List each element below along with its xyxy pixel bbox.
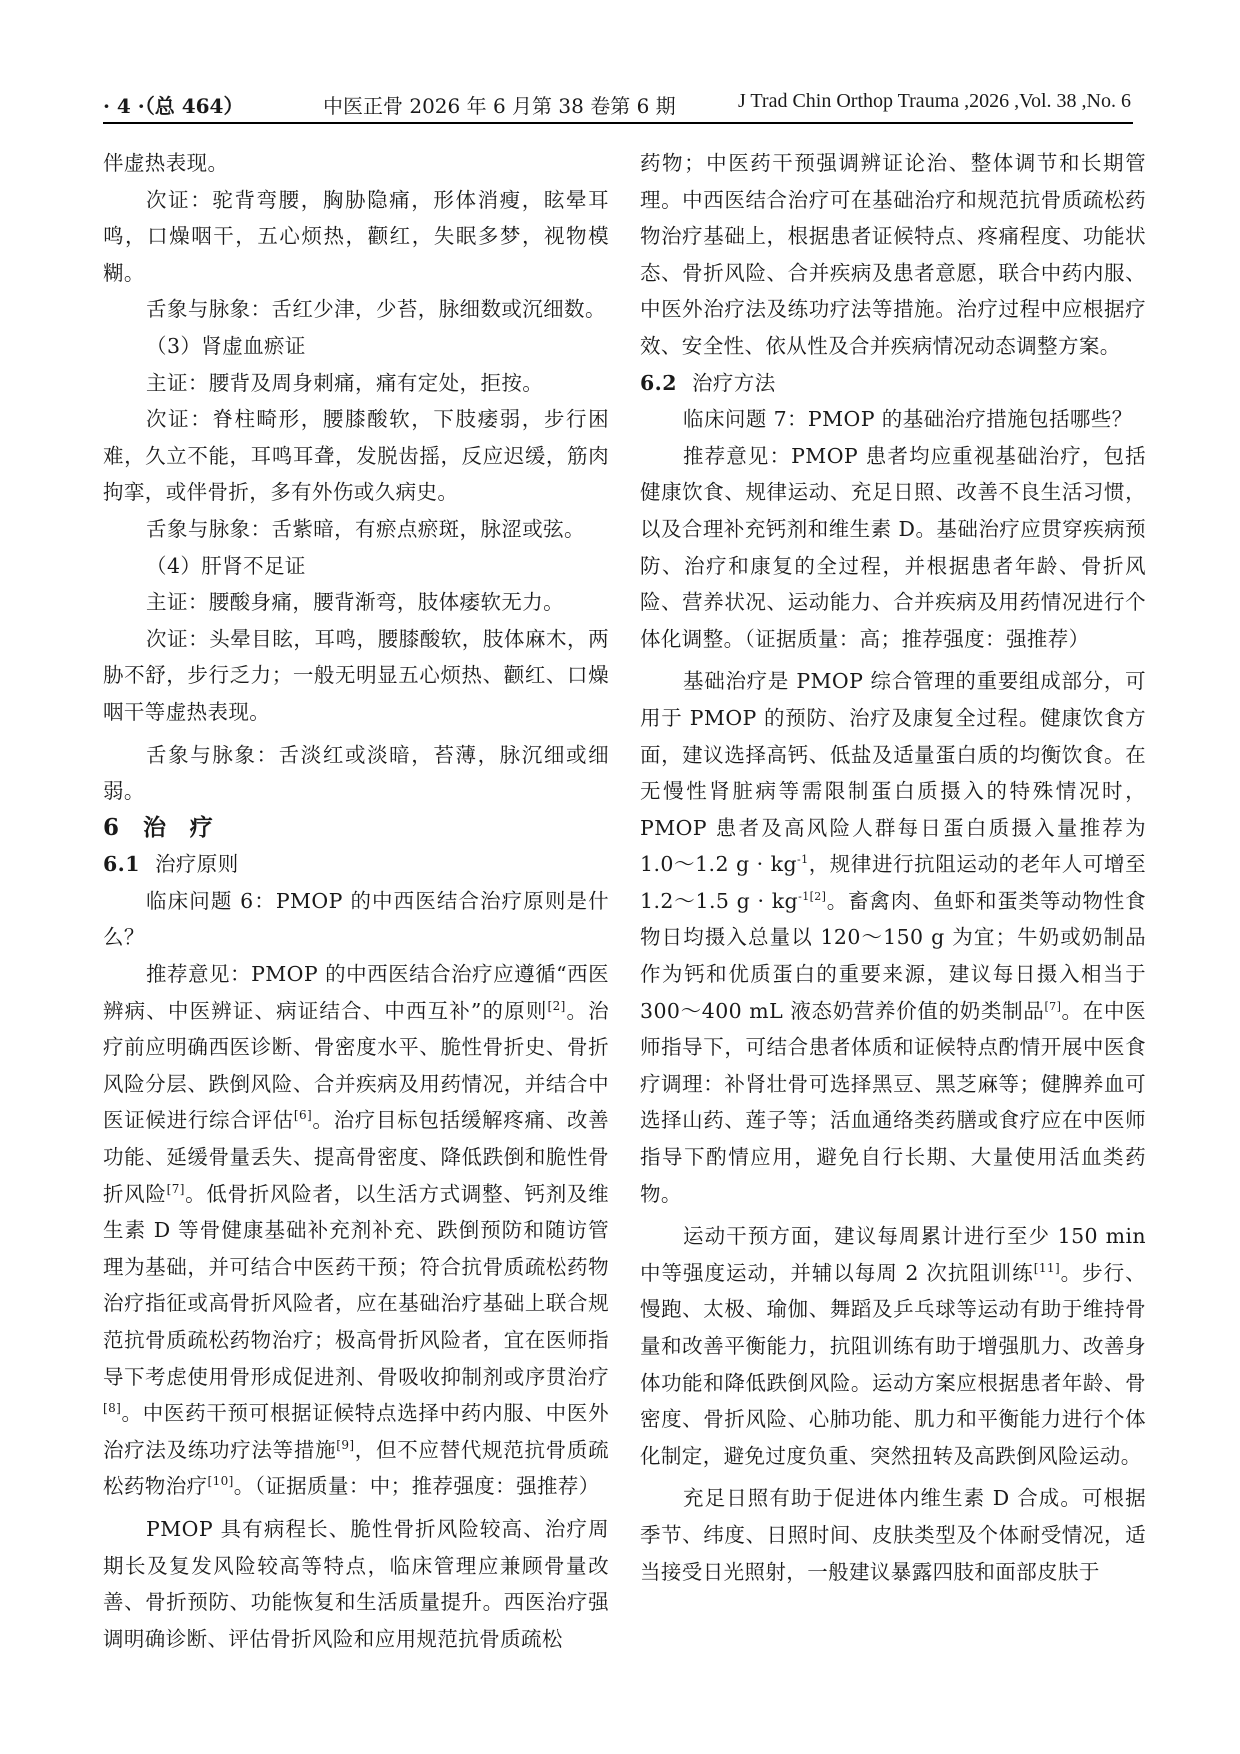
text-run: 基础治疗是 PMOP 综合管理的重要组成部分，可用于 PMOP 的预防、治疗及康复全过程。健康饮食方面，建议选择高钙、低盐及适量蛋白质的均衡饮食。在无慢性肾脏病等需限制蛋白质摄入的特殊情况时，PMOP 患者及高风险人群每日蛋白质摄入量推荐为 1.0～1.2 g · kg <box>640 669 1146 877</box>
citation: [6] <box>293 1108 313 1123</box>
paragraph: 主证：腰背及周身刺痛，痛有定处，拒按。 <box>146 370 544 395</box>
paragraph: 伴虚热表现。 <box>103 151 229 175</box>
text-run: 。治疗前应明确西医诊断、骨密度水平、脆性骨折史、骨折风险分层、跌倒风险、合并疾病及用药情况，并结合中医证候进行综合评估 <box>103 998 609 1133</box>
recommendation: 推荐意见：PMOP 患者均应重视基础治疗，包括健康饮食、规律运动、充足日照、改善不良生活习惯，以及合理补充钙剂和维生素 D。基础治疗应贯穿疾病预防、治疗和康复的全过程，并根据患者年龄、骨折风险、营养状况、运动能力、合并疾病及用药情况进行个体化调整。（证据质量：高；推荐强度：强推荐） <box>640 443 1146 651</box>
text-run: 。中医药干预可根据证候特点选择中药内服、中医外治疗法及练功疗法等措施 <box>103 1401 609 1462</box>
text-run: 。步行、慢跑、太极、瑜伽、舞蹈及乒乓球等运动有助于维持骨量和改善平衡能力，抗阻训练有助于增强肌力、改善身体功能和降低跌倒风险。运动方案应根据患者年龄、骨密度、骨折风险、心肺功能、肌力和平衡能力进行个体化制定，避免过度负重、突然扭转及高跌倒风险运动。 <box>640 1260 1146 1468</box>
paragraph: 主证：腰酸身痛，腰背渐弯，肢体痿软无力。 <box>146 590 565 615</box>
text-run: 。畜禽肉、鱼虾和蛋类等动物性食物日均摄入总量以 120～150 g 为宜；牛奶或奶制品作为钙和优质蛋白的重要来源，建议每日摄入相当于 300～400 mL 液态奶营养价值的奶类制品 <box>640 888 1146 1023</box>
text-run: 。治疗目标包括缓解疼痛、改善功能、延缓骨量丢失、提高骨密度、降低跌倒和脆性骨折风险 <box>103 1108 609 1206</box>
citation: [7] <box>166 1181 185 1196</box>
left-column <box>103 145 609 1657</box>
text-run: 。（证据质量：中；推荐强度：强推荐） <box>233 1474 600 1499</box>
unit-exponent: -1 <box>797 853 809 867</box>
paragraph <box>640 663 1146 1212</box>
unit-exponent: -1 <box>798 889 810 903</box>
citation: [8] <box>103 1401 122 1416</box>
paragraph: 次证：驼背弯腰，胸胁隐痛，形体消瘦，眩晕耳鸣，口燥咽干，五心烦热，颧红，失眠多梦，视物模糊。 <box>103 187 609 285</box>
text-run: ，但不应替代规范抗骨质疏松药物治疗 <box>103 1437 609 1499</box>
clinical-question: 临床问题 7：PMOP 的基础治疗措施包括哪些？ <box>683 407 1133 432</box>
paragraph: 次证：脊柱畸形，腰膝酸软，下肢痿弱，步行困难，久立不能，耳鸣耳聋，发脱齿摇，反应迟缓，筋肉拘挛，或伴骨折，多有外伤或久病史。 <box>103 407 609 505</box>
running-header <box>103 86 1133 124</box>
section-number: 6 <box>103 813 120 841</box>
paragraph: 舌象与脉象：舌淡红或淡暗，苔薄，脉沉细或细弱。 <box>103 742 609 804</box>
citation: [2] <box>809 889 827 903</box>
paragraph: 充足日照有助于促进体内维生素 D 合成。可根据季节、纬度、日照时间、皮肤类型及个体耐受情况，适当接受日光照射，一般建议暴露四肢和面部皮肤于 <box>640 1486 1146 1584</box>
subsection-number: 6.1 <box>103 852 140 877</box>
paragraph: 舌象与脉象：舌红少津，少苔，脉细数或沉细数。 <box>146 297 606 322</box>
paragraph: 次证：头晕目眩，耳鸣，腰膝酸软，肢体麻木，两胁不舒，步行乏力；一般无明显五心烦热、颧红、口燥咽干等虚热表现。 <box>103 626 609 724</box>
right-column <box>640 145 1146 1590</box>
subsection-title: 治疗方法 <box>692 370 776 395</box>
syndrome-heading: （4）肝肾不足证 <box>146 553 306 578</box>
subsection-heading <box>640 365 1146 402</box>
recommendation <box>103 956 609 1505</box>
syndrome-heading: （3）肾虚血瘀证 <box>146 333 306 358</box>
citation: [2] <box>547 998 566 1013</box>
page-number: · 4 ·（总 464） <box>103 94 244 118</box>
citation: [7] <box>1044 999 1062 1013</box>
text-run: ，规律进行抗阻运动的老年人可增至 1.2～1.5 g · kg <box>640 852 1146 913</box>
citation: [9] <box>336 1437 355 1452</box>
subsection-title: 治疗原则 <box>155 852 239 877</box>
subsection-number: 6.2 <box>640 370 677 395</box>
text-run: 运动干预方面，建议每周累计进行至少 150 min 中等强度运动，并辅以每周 2 次抗阻训练 <box>640 1224 1146 1285</box>
paragraph: 舌象与脉象：舌紫暗，有瘀点瘀斑，脉涩或弦。 <box>146 516 585 541</box>
section-heading <box>103 810 609 847</box>
text-run: 。低骨折风险者，以生活方式调整、钙剂及维生素 D 等骨健康基础补充剂补充、跌倒预防和随访管理为基础，并可结合中医药干预；符合抗骨质疏松药物治疗指征或高骨折风险者，应在基础治疗基础上联合规范抗骨质疏松药物治疗；极高骨折风险者，宜在医师指导下考虑使用骨形成促进剂、骨吸收抑制剂或序贯治疗 <box>103 1181 610 1389</box>
paragraph <box>640 1218 1146 1474</box>
journal-title-cn: 中医正骨 2026 年 6 月第 38 卷第 6 期 <box>323 94 676 118</box>
section-title: 治 疗 <box>143 813 214 841</box>
text-run: 。在中医师指导下，可结合患者体质和证候特点酌情开展中医食疗调理：补肾壮骨可选择黑豆、黑芝麻等；健脾养血可选择山药、莲子等；活血通络类药膳或食疗应在中医师指导下酌情应用，避免自行长期、大量使用活血类药物。 <box>640 998 1146 1206</box>
text-run: 推荐意见：PMOP 的中西医结合治疗应遵循“西医辨病、中医辨证、病证结合、中西互补”的原则 <box>103 962 609 1023</box>
paragraph: 药物；中医药干预强调辨证论治、整体调节和长期管理。中西医结合治疗可在基础治疗和规范抗骨质疏松药物治疗基础上，根据患者证候特点、疼痛程度、功能状态、骨折风险、合并疾病及患者意愿，联合中药内服、中医外治疗法及练功疗法等措施。治疗过程中应根据疗效、安全性、依从性及合并疾病情况动态调整方案。 <box>640 151 1146 358</box>
citation: [10] <box>207 1474 234 1489</box>
journal-title-en: J Trad Chin Orthop Trauma ,2026 ,Vol. 38 ,No. 6 <box>737 90 1131 112</box>
clinical-question: 临床问题 6：PMOP 的中西医结合治疗原则是什么？ <box>103 888 609 950</box>
paragraph: PMOP 具有病程长、脆性骨折风险较高、治疗周期长及复发风险较高等特点，临床管理应兼顾骨量改善、骨折预防、功能恢复和生活质量提升。西医治疗强调明确诊断、评估骨折风险和应用规范抗骨质疏松 <box>103 1516 609 1651</box>
citation: [11] <box>1033 1260 1061 1275</box>
subsection-heading <box>103 846 609 883</box>
